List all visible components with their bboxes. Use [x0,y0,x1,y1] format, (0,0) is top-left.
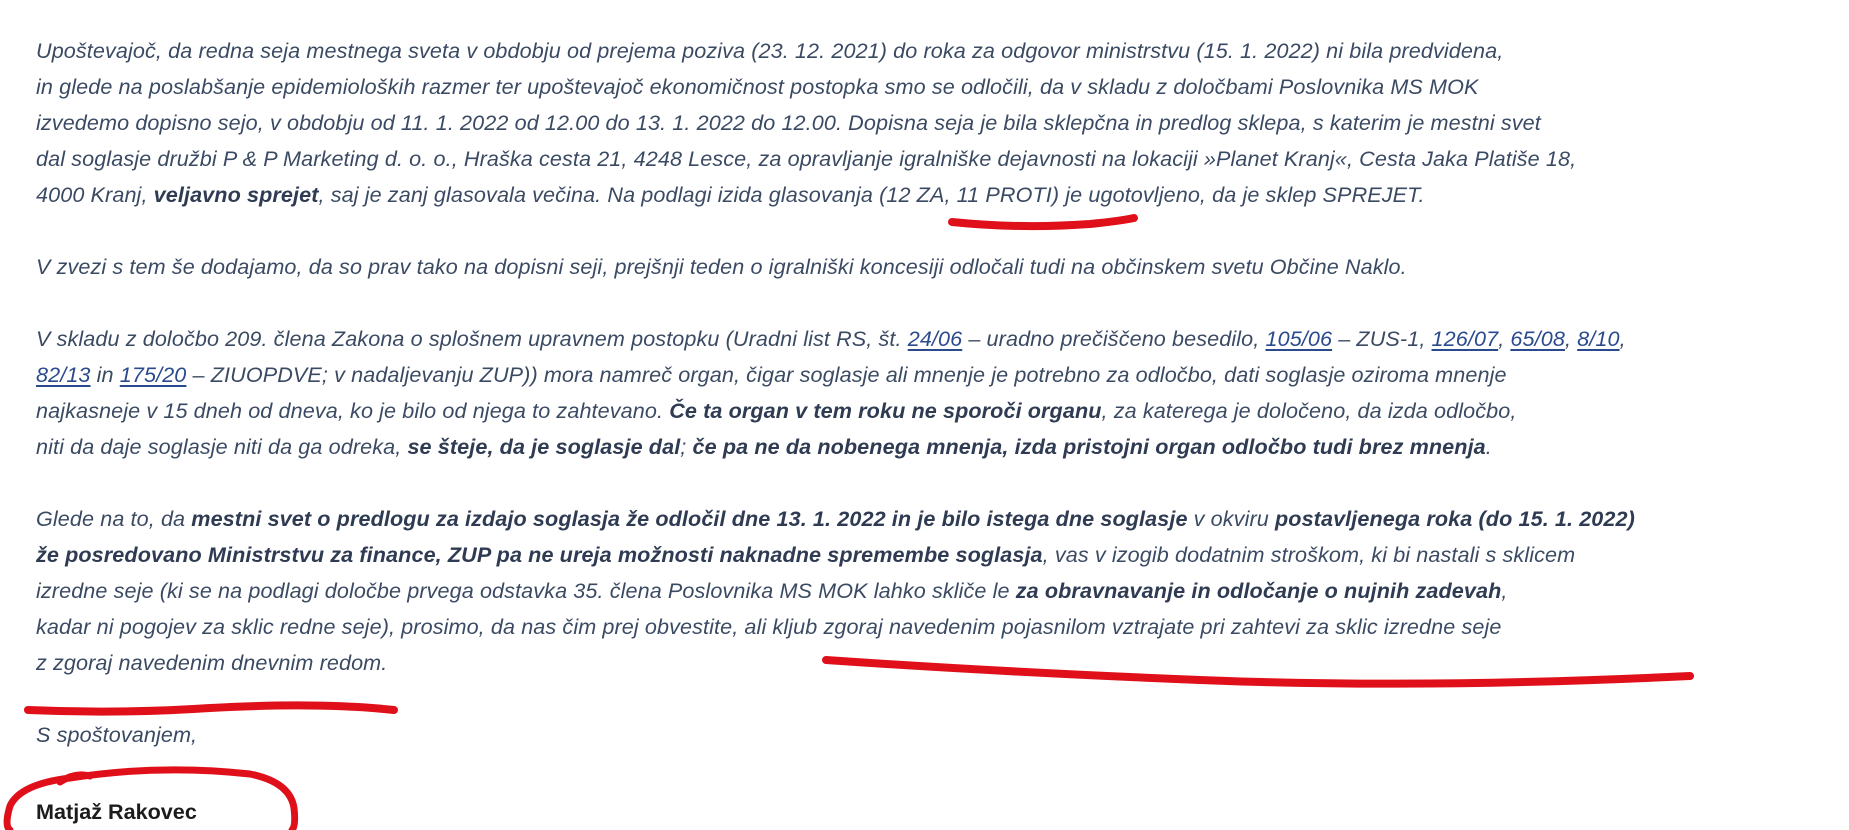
gazette-link-126-07[interactable]: 126/07 [1431,326,1499,351]
text-line: Upoštevajoč, da redna seja mestnega sveta v obdobju od prejema poziva (23. 12. 2021) do roka za odgovor ministrstvu (15. 1. 2022) ni bila predvidena, [36,38,1504,63]
bold-text: če pa ne da nobenega mnenja, izda pristojni organ odločbo tudi brez mnenja [692,434,1486,459]
text-span: , vas v izogib dodatnim stroškom, ki bi nastali s sklicem [1042,542,1576,567]
bold-text: se šteje, da je soglasje dal [407,434,681,459]
text-line: izvedemo dopisno sejo, v obdobju od 11. 1. 2022 od 12.00 do 13. 1. 2022 do 12.00. Dopisna seja je bila sklepčna in predlog sklepa, s katerim je mestni svet [36,110,1541,135]
text-span: – ZUS-1, [1332,326,1432,351]
text-line: kadar ni pogojev za sklic redne seje), prosimo, da nas čim prej obvestite, ali kljub zgoraj navedenim pojasnilom vztrajate pri zahtevi za sklic izredne seje [36,614,1502,639]
text-span: 4000 Kranj, [36,182,154,207]
gazette-link-24-06[interactable]: 24/06 [907,326,963,351]
text-span: , [1501,578,1508,603]
bold-text: veljavno sprejet [153,182,319,207]
text-line: z zgoraj navedenim dnevnim redom. [36,650,388,675]
text-span: V skladu z določbo 209. člena Zakona o splošnem upravnem postopku (Uradni list RS, št. [36,326,908,351]
bold-text: Če ta organ v tem roku ne sporoči organu [669,398,1102,423]
gazette-link-82-13[interactable]: 82/13 [36,362,91,387]
signature-name: Matjaž Rakovec [36,799,197,824]
gazette-link-65-08[interactable]: 65/08 [1510,326,1565,351]
text-line: in glede na poslabšanje epidemioloških razmer ter upoštevajoč ekonomičnost postopka smo se odločili, da v skladu z določbami Poslovnika MS MOK [36,74,1479,99]
text-span: , saj je zanj glasovala večina. Na podlagi izida glasovanja (12 ZA, 11 PROTI) je ugotovljeno, da je sklep SPREJET. [318,182,1425,207]
text-span: , za katerega je določeno, da izda odločbo, [1101,398,1517,423]
paragraph-zup-legal [36,321,1836,465]
text-line: V zvezi s tem še dodajamo, da so prav tako na dopisni seji, prejšnji teden o igralniški koncesiji odločali tudi na občinskem svetu Občine Naklo. [36,254,1407,279]
paragraph-naklo [36,249,1836,285]
text-span: izredne seje (ki se na podlagi določbe prvega odstavka 35. člena Poslovnika MS MOK lahko skliče le [36,578,1016,603]
gazette-link-105-06[interactable]: 105/06 [1265,326,1333,351]
text-span: najkasneje v 15 dneh od dneva, ko je bilo od njega to zahtevano. [36,398,670,423]
letter-body [36,33,1836,753]
text-span: Glede na to, da [36,506,192,531]
bold-text: za obravnavanje in odločanje o nujnih zadevah [1015,578,1502,603]
bold-text: postavljenega roka (do 15. 1. 2022) [1274,506,1635,531]
closing-greeting [36,717,1836,753]
closing-text: S spoštovanjem, [36,722,198,747]
gazette-link-8-10[interactable]: 8/10 [1577,326,1620,351]
text-span: , [1498,326,1511,351]
text-span: . [1485,434,1492,459]
text-span: , [1619,326,1626,351]
paragraph-voting-result [36,33,1836,213]
bold-text: mestni svet o predlogu za izdajo soglasja že odločil dne 13. 1. 2022 in je bilo istega dne soglasje [191,506,1188,531]
text-span: ; [680,434,693,459]
text-span: niti da daje soglasje niti da ga odreka, [36,434,408,459]
bold-text: že posredovano Ministrstvu za finance, ZUP pa ne ureja možnosti naknadne spremembe soglasja [36,542,1043,567]
text-span: , [1564,326,1578,351]
paragraph-request [36,501,1836,681]
gazette-link-175-20[interactable]: 175/20 [119,362,187,387]
text-span: – ZIUOPDVE; v nadaljevanju ZUP)) mora namreč organ, čigar soglasje ali mnenje je potrebno za odločbo, dati soglasje oziroma mnenje [186,362,1507,387]
text-span: – uradno prečiščeno besedilo, [962,326,1266,351]
text-line: dal soglasje družbi P & P Marketing d. o. o., Hraška cesta 21, 4248 Lesce, za opravljanje igralniške dejavnosti na lokaciji »Planet Kranj«, Cesta Jaka Platiše 18, [36,146,1577,171]
text-span: v okviru [1187,506,1275,531]
text-span: in [90,362,120,387]
